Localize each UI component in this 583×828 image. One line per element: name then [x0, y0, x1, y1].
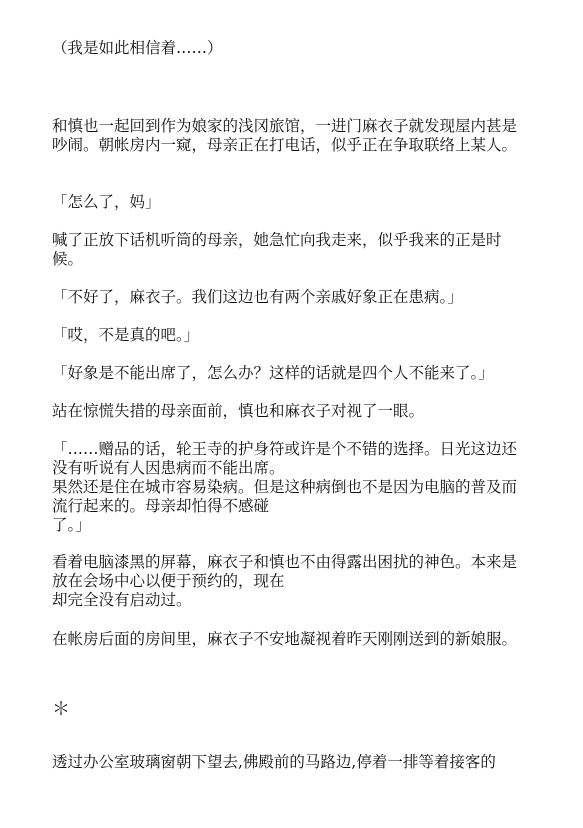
paragraph-3: 喊了正放下话机听筒的母亲，她急忙向我走来，似乎我来的正是时候。 [52, 231, 502, 268]
paragraph-5: 看着电脑漆黑的屏幕，麻衣子和慎也不由得露出困扰的神色。本来是放在会场中心以便于预约的，现在 却完全没有启动过。 [52, 553, 518, 609]
paragraph-4: 站在惊慌失措的母亲面前，慎也和麻衣子对视了一眼。 [52, 402, 425, 420]
dialogue-1: 「怎么了，妈」 [52, 193, 161, 211]
paragraph-2: 和慎也一起回到作为娘家的浅冈旅馆，一进门麻衣子就发现屋内甚是吵闹。朝帐房内一窥，母亲正在打电话，似乎正在争取联络上某人。 [52, 117, 518, 154]
dialogue-3: 「哎，不是真的吧。」 [52, 326, 200, 344]
paragraph-7: 透过办公室玻璃窗朝下望去,佛殿前的马路边,停着一排等着接客的 [52, 753, 496, 771]
section-separator: ＊ [52, 699, 70, 720]
dialogue-2: 「不好了，麻衣子。我们这边也有两个亲戚好象正在患病。」 [52, 288, 463, 306]
paragraph-1: （我是如此相信着……） [52, 39, 223, 57]
dialogue-5: 「……赠品的话，轮王寺的护身符或许是个不错的选择。日光这边还没有听说有人因患病而不能出席。 果然还是住在城市容易染病。但是这种病倒也不是因为电脑的普及而流行起来的。母亲却怕得不感碰 了。」 [52, 440, 518, 534]
dialogue-4: 「好象是不能出席了，怎么办？这样的话就是四个人不能来了。」 [52, 364, 494, 382]
paragraph-6: 在帐房后面的房间里，麻衣子不安地凝视着昨天刚刚送到的新娘服。 [52, 630, 518, 648]
